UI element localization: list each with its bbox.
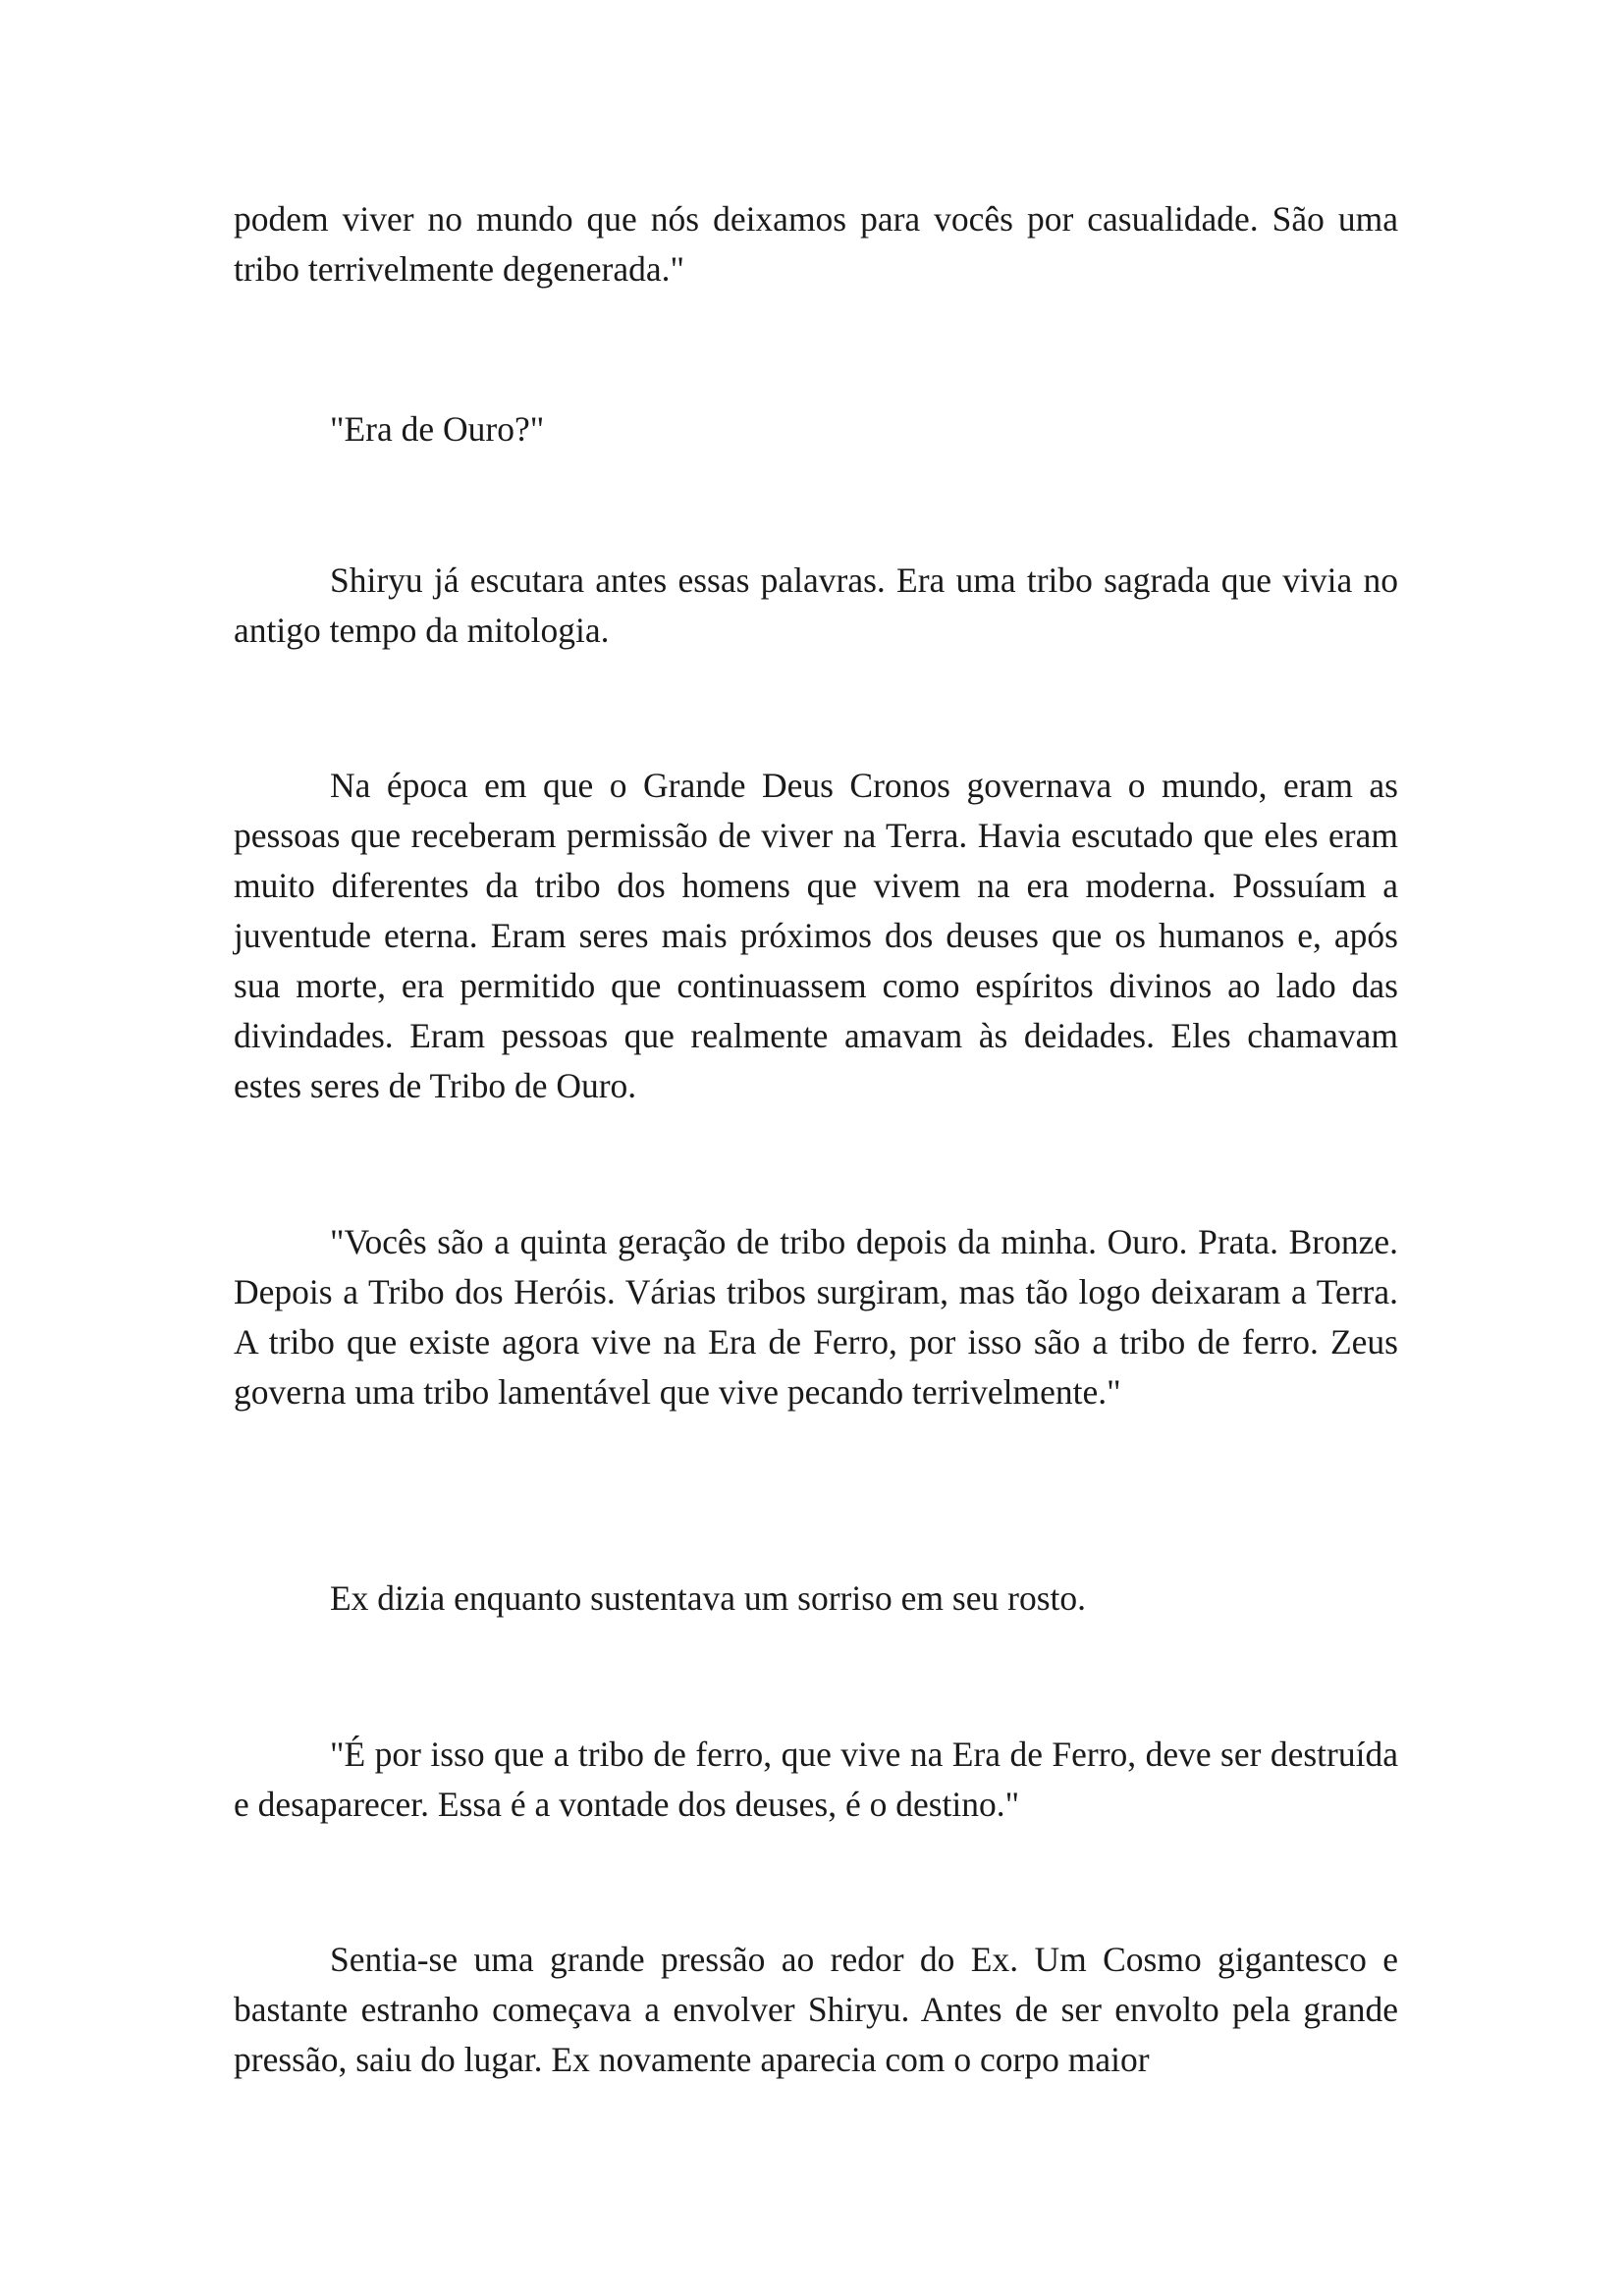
paragraph-cronos: Na época em que o Grande Deus Cronos governava o mundo, eram as pessoas que receberam permissão de viver na Terra. Havia escutado que eles eram muito diferentes da tribo dos homens que vivem na era moderna. Possuíam a juventude eterna. Eram seres mais próximos dos deuses que os humanos e, após sua morte, era permitido que continuassem como espíritos divinos ao lado das divindades. Eram pessoas que realmente amavam às deidades. Eles chamavam estes seres de Tribo de Ouro. <box>234 766 1398 1105</box>
paragraph-continuation: podem viver no mundo que nós deixamos para vocês por casualidade. São uma tribo terrivelmente degenerada." <box>234 199 1398 289</box>
paragraph-shiryu-escutara: Shiryu já escutara antes essas palavras. Era uma tribo sagrada que vivia no antigo tempo da mitologia. <box>234 561 1398 650</box>
paragraph-grande-pressao: Sentia-se uma grande pressão ao redor do Ex. Um Cosmo gigantesco e bastante estranho começava a envolver Shiryu. Antes de ser envolto pela grande pressão, saiu do lugar. Ex novamente aparecia com o corpo maior <box>234 1940 1398 2079</box>
paragraph-quinta-geracao: "Vocês são a quinta geração de tribo depois da minha. Ouro. Prata. Bronze. Depois a Tribo dos Heróis. Várias tribos surgiram, mas tão logo deixaram a Terra. A tribo que existe agora vive na Era de Ferro, por isso são a tribo de ferro. Zeus governa uma tribo lamentável que vive pecando terrivelmente." <box>234 1222 1398 1412</box>
paragraph-dialogue-era-de-ouro: "Era de Ouro?" <box>330 409 545 449</box>
paragraph-ex-sorriso: Ex dizia enquanto sustentava um sorriso em seu rosto. <box>330 1578 1086 1618</box>
paragraph-destino: "É por isso que a tribo de ferro, que vive na Era de Ferro, deve ser destruída e desaparecer. Essa é a vontade dos deuses, é o destino." <box>234 1735 1398 1824</box>
